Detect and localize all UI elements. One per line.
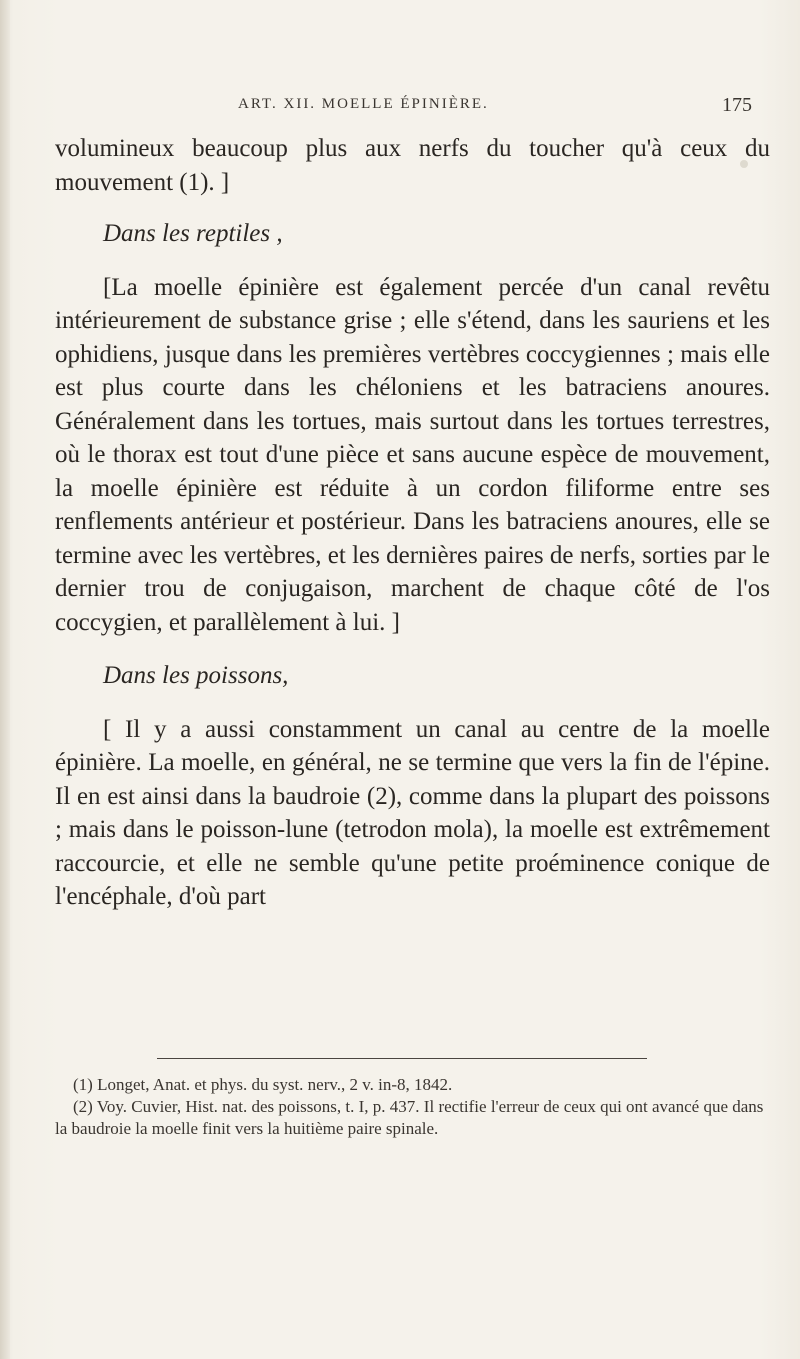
paragraph-poissons: [ Il y a aussi constamment un canal au centre de la moelle épinière. La moelle, en général, ne se termine que vers la fin de l'épine. Il en est ainsi dans la baudroie (2), comme dans la plupart des poissons ; mais dans le poisson-lune (tetrodon mola), la moelle est extrêmement raccourcie, et elle ne semble qu'une petite proéminence conique de l'encéphale, d'où part [55,715,770,910]
page-header [0,96,800,120]
paragraph-reptiles: [La moelle épinière est également percée d'un canal revêtu intérieurement de substance grise ; elle s'étend, dans les sauriens et les ophidiens, jusque dans les premières vertèbres coccygiennes ; mais elle est plus courte dans les chéloniens et les batraciens anoures. Généralement dans les tortues, mais surtout dans les tortues terrestres, où le thorax est tout d'une pièce et sans aucune espèce de mouvement, la moelle épinière est réduite à un cordon filiforme entre ses renflements antérieur et postérieur. Dans les batraciens anoures, elle se termine avec les vertèbres, et les dernières paires de nerfs, sorties par le dernier trou de conjugaison, marchent de chaque côté de l'os coccygien, et parallèlement à lui. ] [55,273,770,636]
section-heading-reptiles: Dans les reptiles , [103,220,283,247]
main-text [55,132,770,914]
running-head: ART. XII. MOELLE ÉPINIÈRE. [238,96,489,112]
footnote-2: (2) Voy. Cuvier, Hist. nat. des poissons, t. I, p. 437. Il rectifie l'erreur de ceux qui ont avancé que dans la baudroie la moelle finit vers la huitième paire spinale. [55,1097,764,1138]
footnote-rule [157,1058,647,1059]
footnote-1: (1) Longet, Anat. et phys. du syst. nerv., 2 v. in-8, 1842. [73,1075,453,1094]
page-edge [0,0,10,1359]
paragraph-continuation: volumineux beaucoup plus aux nerfs du toucher qu'à ceux du mouvement (1). ] [55,135,770,196]
page-number: 175 [722,94,752,116]
section-heading-poissons: Dans les poissons, [103,662,289,689]
footnotes [55,1074,770,1140]
